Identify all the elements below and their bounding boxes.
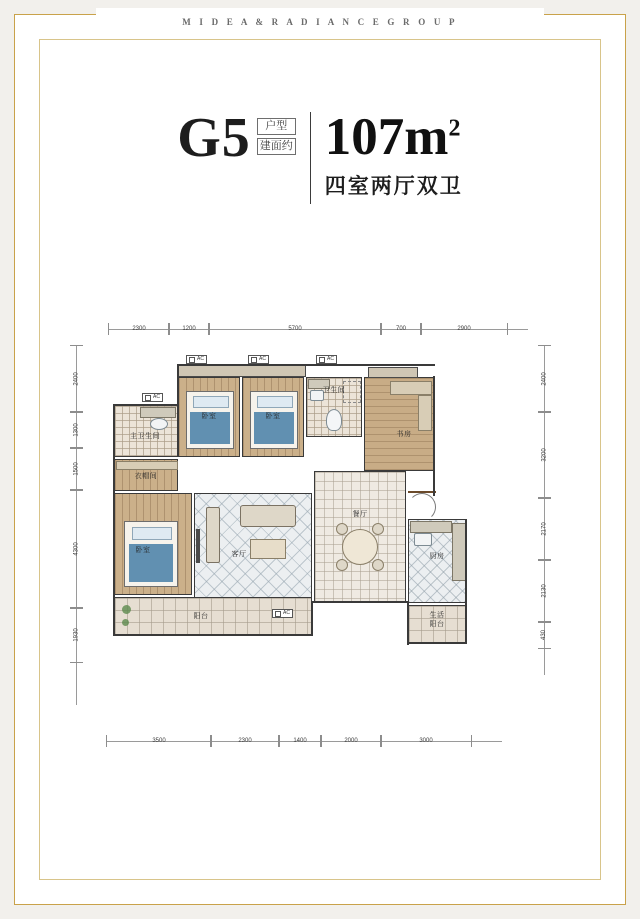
dim-left-seg-4 <box>70 607 83 663</box>
dining-chair-3 <box>336 559 348 571</box>
room-config: 四室两厅双卫 <box>324 174 463 198</box>
dim-right-2: 2170 <box>541 522 548 536</box>
dim-left-seg-1 <box>70 411 83 449</box>
label-bathroom-master: 主卫生间 <box>130 433 160 440</box>
unit-code: G5 <box>177 107 251 169</box>
closet-rail <box>116 461 178 470</box>
dim-left-2: 1500 <box>73 462 80 476</box>
ac-icon <box>145 395 151 401</box>
ac-icon <box>189 357 195 363</box>
plan-body <box>100 343 540 715</box>
title-right <box>325 110 463 200</box>
kitchen-counter-top <box>410 521 452 533</box>
label-bedroom-master: 卧室 <box>135 547 151 554</box>
tv-cabinet <box>196 529 200 563</box>
label-bathroom-guest: 卫生间 <box>322 387 346 394</box>
ac-label: AC <box>153 394 160 400</box>
label-dining: 餐厅 <box>352 511 368 518</box>
dim-left-seg-2 <box>70 447 83 491</box>
window-north <box>178 365 306 377</box>
dim-top <box>108 323 528 337</box>
pillow <box>257 396 293 408</box>
label-study: 书房 <box>396 431 412 438</box>
tag-built-area: 建面约 <box>257 138 296 155</box>
dim-top-1: 1200 <box>182 326 196 332</box>
wall-south-2 <box>311 601 409 603</box>
area-exponent: 2 <box>448 115 461 142</box>
dim-right <box>538 345 554 675</box>
dim-top-seg-2 <box>208 323 382 335</box>
dim-top-seg-3 <box>380 323 422 335</box>
wall-south-4 <box>407 642 467 644</box>
dim-top-3: 700 <box>395 326 406 332</box>
dim-bottom <box>106 735 502 749</box>
label-bedroom-north-2: 卧室 <box>265 413 281 420</box>
wall-east-up <box>433 376 435 496</box>
dim-left-4: 1930 <box>73 628 80 642</box>
label-living: 客厅 <box>231 551 247 558</box>
master-bath-counter <box>140 407 176 418</box>
label-walk-in-closet: 衣帽间 <box>134 473 158 480</box>
ac-icon <box>251 357 257 363</box>
plant-1 <box>122 605 131 614</box>
wall-north-step <box>177 365 179 407</box>
entry-door-leaf <box>408 491 436 493</box>
dim-left-seg-3 <box>70 489 83 609</box>
dining-chair-2 <box>372 523 384 535</box>
wall-south-1 <box>113 634 313 636</box>
dim-bottom-seg-3 <box>320 735 382 747</box>
dim-bottom-4: 3000 <box>419 738 433 744</box>
brand-bar <box>96 8 544 36</box>
sofa-left <box>206 507 220 563</box>
dim-bottom-seg-4 <box>380 735 472 747</box>
ac-icon <box>319 357 325 363</box>
dim-left-3: 4300 <box>73 542 80 556</box>
kitchen-counter-right <box>452 523 466 581</box>
floor-plan <box>60 315 580 755</box>
ac-unit-1 <box>186 355 207 364</box>
pillow <box>193 396 229 408</box>
title-left <box>177 107 296 169</box>
dim-top-4: 2900 <box>457 326 471 332</box>
wall-east-low <box>465 519 467 644</box>
ac-label: AC <box>197 356 204 362</box>
entry-door-arc <box>408 493 436 521</box>
master-bath-sink <box>150 418 168 430</box>
ac-label: AC <box>327 356 334 362</box>
ac-label: AC <box>259 356 266 362</box>
wall-north <box>177 364 435 366</box>
dim-left-0: 2400 <box>73 372 80 386</box>
wall-south-step <box>311 601 313 636</box>
plant-2 <box>122 619 129 626</box>
ac-unit-3 <box>316 355 337 364</box>
brand-text: M I D E A & R A D I A N C E G R O U P <box>182 17 458 27</box>
dim-top-0: 2300 <box>132 326 146 332</box>
ac-unit-5 <box>272 609 293 618</box>
sofa-main <box>240 505 296 527</box>
dim-right-0: 2400 <box>541 372 548 386</box>
area-value <box>325 110 461 164</box>
dim-bottom-seg-1 <box>210 735 280 747</box>
dim-right-3: 2130 <box>541 584 548 598</box>
dim-top-seg-4 <box>420 323 508 335</box>
dim-right-1: 3200 <box>541 448 548 462</box>
wall-west <box>113 405 115 636</box>
dim-top-seg-1 <box>168 323 210 335</box>
dining-table <box>342 529 378 565</box>
area-number: 107m <box>324 108 449 166</box>
toilet <box>326 409 342 431</box>
dim-bottom-3: 2000 <box>344 738 358 744</box>
label-bedroom-north-1: 卧室 <box>201 413 217 420</box>
dim-top-2: 5700 <box>288 326 302 332</box>
title-divider <box>310 112 311 204</box>
dim-right-4: 430 <box>541 629 548 641</box>
unit-tags <box>257 118 296 155</box>
dim-bottom-0: 3500 <box>152 738 166 744</box>
pillow <box>132 527 172 540</box>
wall-south-3 <box>407 601 409 645</box>
ac-unit-2 <box>248 355 269 364</box>
tag-house-type: 户型 <box>257 118 296 135</box>
title-block <box>0 107 640 225</box>
dim-bottom-seg-0 <box>106 735 212 747</box>
ac-icon <box>275 611 281 617</box>
dim-bottom-1: 2300 <box>238 738 252 744</box>
wall-north-west <box>113 404 179 406</box>
dim-bottom-seg-2 <box>278 735 322 747</box>
dim-left-1: 1300 <box>73 423 80 437</box>
ac-unit-4 <box>142 393 163 402</box>
dining-chair-4 <box>372 559 384 571</box>
dim-left <box>70 345 86 705</box>
study-shelf <box>418 395 432 431</box>
kitchen-sink <box>414 533 432 546</box>
ac-label: AC <box>283 610 290 616</box>
dim-top-seg-0 <box>108 323 170 335</box>
label-kitchen: 厨房 <box>429 553 445 560</box>
dim-bottom-2: 1400 <box>293 738 307 744</box>
label-balcony: 阳台 <box>193 613 209 620</box>
label-service-balcony: 生活 阳台 <box>429 612 445 628</box>
dining-chair-1 <box>336 523 348 535</box>
dim-left-seg-0 <box>70 345 83 413</box>
window-study <box>368 367 418 378</box>
study-desk <box>390 381 432 395</box>
